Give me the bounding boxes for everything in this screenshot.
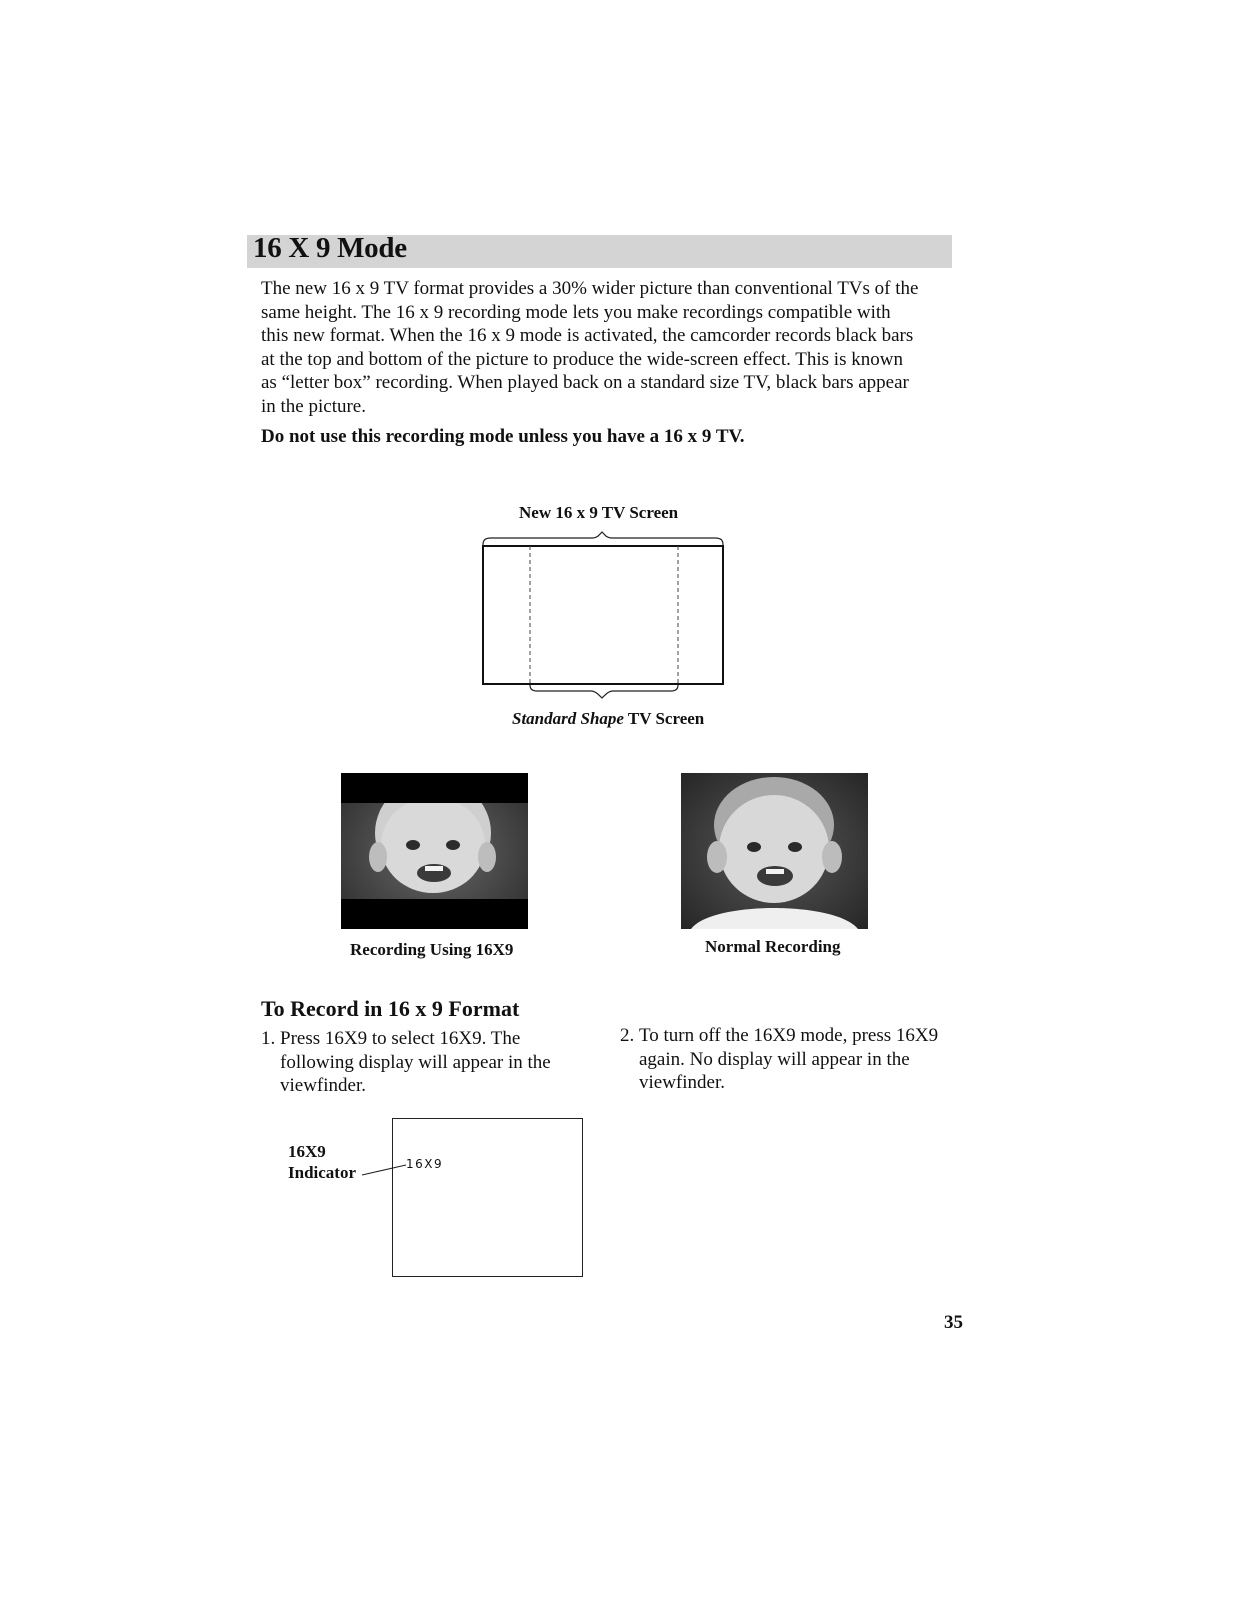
step-line: again. No display will appear in the [639,1048,910,1070]
standard-screen-brace [530,685,678,698]
standard-screen-caption [512,709,704,729]
intro-line: in the picture. [261,395,366,417]
viewfinder-16x9-indicator: 16X9 [406,1157,444,1171]
intro-line: this new format. When the 16 x 9 mode is activated, the camcorder records black bars [261,325,914,347]
procedure-heading: To Record in 16 x 9 Format [261,996,520,1021]
letterbox-baby-photo [341,773,528,929]
step-line: Press 16X9 to select 16X9. The [280,1028,521,1049]
step-line: viewfinder. [280,1075,367,1097]
letterbox-photo-caption: Recording Using 16X9 [350,940,514,959]
intro-line: The new 16 x 9 TV format provides a 30% wider picture than conventional TVs of the [261,278,919,299]
page-number: 35 [944,1312,963,1333]
wide-screen-outline [483,546,723,684]
step-number: 2. [620,1025,635,1046]
intro-line: same height. The 16 x 9 recording mode lets you make recordings compatible with [261,301,891,323]
indicator-leader-line [360,1160,410,1180]
normal-baby-photo [681,773,868,929]
indicator-label-line: Indicator [288,1163,356,1182]
indicator-label-line: 16X9 [288,1142,326,1161]
screen-comparison-diagram [475,528,735,703]
indicator-label [288,1141,356,1183]
step-line: To turn off the 16X9 mode, press 16X9 [639,1025,939,1046]
normal-photo-caption: Normal Recording [705,937,841,956]
standard-screen-caption-rest: TV Screen [623,709,705,728]
step-line: viewfinder. [639,1072,726,1094]
wide-screen-caption: New 16 x 9 TV Screen [519,503,679,522]
intro-line: as “letter box” recording. When played back on a standard size TV, black bars appear [261,372,909,394]
intro-line: at the top and bottom of the picture to produce the wide-screen effect. This is known [261,348,903,370]
step-2 [620,1024,960,1095]
viewfinder-display [392,1118,583,1277]
wide-screen-brace [483,532,723,545]
section-title: 16 X 9 Mode [253,232,407,264]
warning-text: Do not use this recording mode unless you have a 16 x 9 TV. [261,426,745,447]
step-number: 1. [261,1028,276,1049]
step-1 [261,1027,581,1098]
step-line: following display will appear in the [280,1051,551,1073]
standard-screen-caption-italic: Standard Shape [512,709,624,728]
intro-paragraph [261,277,961,419]
